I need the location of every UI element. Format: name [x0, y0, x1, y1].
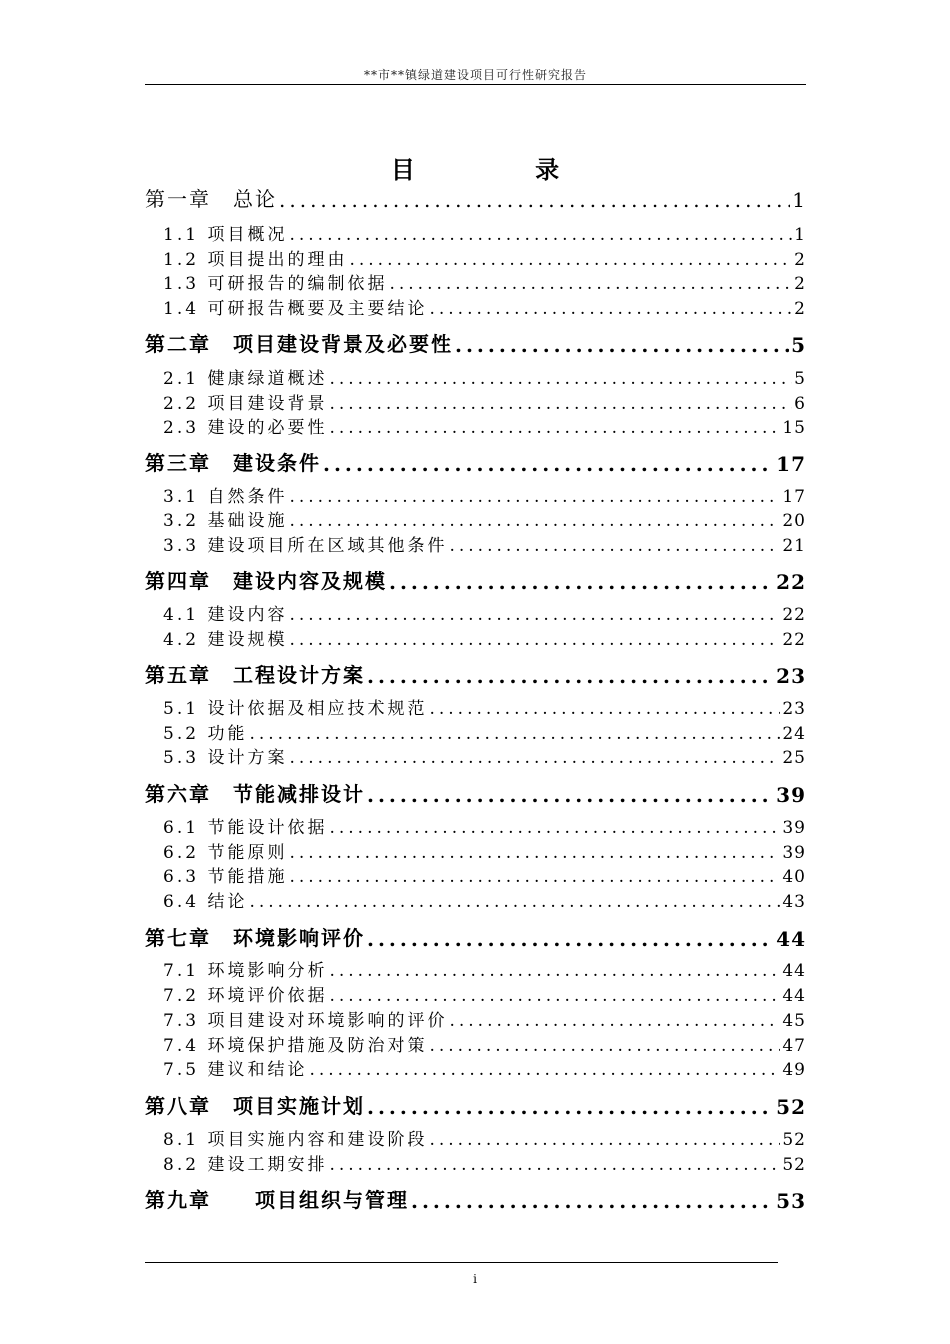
- toc-entry-label: 8.1 项目实施内容和建设阶段: [163, 1130, 428, 1150]
- toc-dot-leader: [449, 536, 780, 556]
- toc-entry-page: 44: [782, 986, 806, 1006]
- toc-section-entry[interactable]: [163, 272, 806, 294]
- toc-section-entry[interactable]: [163, 1058, 806, 1080]
- toc-entry-page: 52: [782, 1130, 806, 1150]
- toc-section-entry[interactable]: [163, 416, 806, 438]
- toc-section-entry[interactable]: [163, 603, 806, 625]
- toc-entry-page: 20: [782, 511, 806, 531]
- toc-dot-leader: [429, 299, 792, 319]
- toc-entry-page: 17: [782, 487, 806, 507]
- toc-entry-label: 6.4 结论: [163, 892, 248, 912]
- toc-entry-page: 5: [794, 369, 806, 389]
- toc-entry-page: 24: [782, 724, 806, 744]
- toc-entry-page: 45: [782, 1011, 806, 1031]
- toc-section-entry[interactable]: [163, 1128, 806, 1150]
- toc-entry-page: 43: [782, 892, 806, 912]
- toc-dot-leader: [329, 418, 780, 438]
- toc-entry-page: 39: [776, 783, 806, 807]
- toc-entry-page: 22: [782, 605, 806, 625]
- toc-section-entry[interactable]: [163, 841, 806, 863]
- toc-entry-label: 4.2 建设规模: [163, 630, 288, 650]
- toc-entry-label: 6.3 节能措施: [163, 867, 288, 887]
- toc-dot-leader: [289, 511, 780, 531]
- toc-section-entry[interactable]: [163, 959, 806, 981]
- toc-chapter-entry[interactable]: [145, 331, 806, 357]
- toc-section-entry[interactable]: [163, 816, 806, 838]
- toc-dot-leader: [329, 394, 792, 414]
- toc-dot-leader: [289, 487, 780, 507]
- toc-entry-label: 5.2 功能: [163, 724, 248, 744]
- toc-section-entry[interactable]: [163, 890, 806, 912]
- toc-dot-leader: [455, 333, 789, 357]
- toc-dot-leader: [279, 188, 790, 212]
- running-header-title: **市**镇绿道建设项目可行性研究报告: [363, 68, 587, 82]
- toc-entry-page: 49: [782, 1060, 806, 1080]
- footer-divider: [145, 1262, 778, 1263]
- toc-entry-page: 6: [794, 394, 806, 414]
- toc-chapter-entry[interactable]: [145, 1187, 806, 1213]
- toc-dot-leader: [323, 452, 774, 476]
- toc-entry-label: 2.3 建设的必要性: [163, 418, 328, 438]
- toc-entry-label: 第七章 环境影响评价: [145, 926, 365, 950]
- toc-entry-page: 39: [782, 843, 806, 863]
- toc-entry-page: 21: [782, 536, 806, 556]
- toc-chapter-entry[interactable]: [145, 186, 806, 212]
- toc-dot-leader: [289, 748, 780, 768]
- toc-dot-leader: [329, 1155, 780, 1175]
- toc-dot-leader: [249, 892, 780, 912]
- toc-entry-page: 1: [794, 225, 806, 245]
- toc-entry-label: 7.1 环境影响分析: [163, 961, 328, 981]
- toc-dot-leader: [367, 1095, 774, 1119]
- toc-chapter-entry[interactable]: [145, 662, 806, 688]
- toc-chapter-entry[interactable]: [145, 1093, 806, 1119]
- toc-entry-label: 5.1 设计依据及相应技术规范: [163, 699, 428, 719]
- toc-entry-label: 7.3 项目建设对环境影响的评价: [163, 1011, 448, 1031]
- toc-entry-page: 5: [791, 333, 806, 357]
- toc-section-entry[interactable]: [163, 392, 806, 414]
- toc-entry-page: 23: [776, 664, 806, 688]
- toc-entry-label: 3.2 基础设施: [163, 511, 288, 531]
- toc-section-entry[interactable]: [163, 534, 806, 556]
- toc-section-entry[interactable]: [163, 367, 806, 389]
- toc-entry-label: 6.2 节能原则: [163, 843, 288, 863]
- toc-entry-page: 39: [782, 818, 806, 838]
- toc-entry-page: 2: [794, 274, 806, 294]
- toc-dot-leader: [329, 818, 780, 838]
- toc-entry-label: 第四章 建设内容及规模: [145, 569, 387, 593]
- toc-entry-label: 8.2 建设工期安排: [163, 1155, 328, 1175]
- toc-entry-label: 2.2 项目建设背景: [163, 394, 328, 414]
- toc-entry-page: 22: [776, 570, 806, 594]
- toc-entry-label: 第一章 总论: [145, 187, 277, 211]
- toc-chapter-entry[interactable]: [145, 781, 806, 807]
- toc-dot-leader: [289, 225, 792, 245]
- toc-entry-page: 52: [776, 1095, 806, 1119]
- toc-entry-label: 第九章 项目组织与管理: [145, 1188, 409, 1212]
- toc-entry-page: 17: [776, 452, 806, 476]
- toc-entry-page: 25: [782, 748, 806, 768]
- toc-section-entry[interactable]: [163, 297, 806, 319]
- toc-dot-leader: [449, 1011, 780, 1031]
- toc-entry-label: 5.3 设计方案: [163, 748, 288, 768]
- toc-section-entry[interactable]: [163, 628, 806, 650]
- toc-section-entry[interactable]: [163, 223, 806, 245]
- toc-entry-label: 3.1 自然条件: [163, 487, 288, 507]
- toc-entry-label: 7.2 环境评价依据: [163, 986, 328, 1006]
- toc-dot-leader: [389, 570, 774, 594]
- toc-section-entry[interactable]: [163, 746, 806, 768]
- toc-entry-label: 3.3 建设项目所在区域其他条件: [163, 536, 448, 556]
- toc-entry-label: 第六章 节能减排设计: [145, 782, 365, 806]
- toc-dot-leader: [329, 369, 792, 389]
- toc-entry-label: 第八章 项目实施计划: [145, 1094, 365, 1118]
- toc-dot-leader: [289, 630, 780, 650]
- toc-entry-label: 第三章 建设条件: [145, 451, 321, 475]
- toc-chapter-entry[interactable]: [145, 925, 806, 951]
- toc-entry-page: 22: [782, 630, 806, 650]
- toc-section-entry[interactable]: [163, 1153, 806, 1175]
- toc-entry-label: 1.2 项目提出的理由: [163, 250, 348, 270]
- toc-dot-leader: [289, 843, 780, 863]
- toc-entry-page: 2: [794, 250, 806, 270]
- toc-section-entry[interactable]: [163, 1034, 806, 1056]
- toc-chapter-entry[interactable]: [145, 450, 806, 476]
- toc-entry-page: 53: [776, 1189, 806, 1213]
- toc-section-entry[interactable]: [163, 1009, 806, 1031]
- toc-dot-leader: [429, 1036, 780, 1056]
- toc-entry-label: 第二章 项目建设背景及必要性: [145, 332, 453, 356]
- toc-dot-leader: [329, 986, 780, 1006]
- toc-dot-leader: [411, 1189, 774, 1213]
- toc-entry-page: 1: [792, 188, 806, 212]
- toc-entry-page: 40: [782, 867, 806, 887]
- toc-section-entry[interactable]: [163, 485, 806, 507]
- toc-heading: 目 录: [390, 155, 616, 184]
- toc-section-entry[interactable]: [163, 984, 806, 1006]
- toc-dot-leader: [249, 724, 780, 744]
- toc-section-entry[interactable]: [163, 697, 806, 719]
- toc-dot-leader: [289, 605, 780, 625]
- toc-entry-label: 4.1 建设内容: [163, 605, 288, 625]
- toc-dot-leader: [429, 1130, 780, 1150]
- toc-dot-leader: [367, 927, 774, 951]
- toc-entry-page: 44: [782, 961, 806, 981]
- toc-entry-label: 6.1 节能设计依据: [163, 818, 328, 838]
- toc-entry-page: 47: [782, 1036, 806, 1056]
- toc-entry-page: 2: [794, 299, 806, 319]
- toc-entry-label: 2.1 健康绿道概述: [163, 369, 328, 389]
- toc-dot-leader: [309, 1060, 780, 1080]
- toc-entry-page: 23: [782, 699, 806, 719]
- toc-dot-leader: [349, 250, 792, 270]
- toc-entry-page: 15: [782, 418, 806, 438]
- toc-entry-label: 1.3 可研报告的编制依据: [163, 274, 388, 294]
- footer-page-number: i: [473, 1272, 477, 1286]
- toc-entry-label: 第五章 工程设计方案: [145, 663, 365, 687]
- toc-dot-leader: [367, 783, 774, 807]
- toc-dot-leader: [289, 867, 780, 887]
- toc-section-entry[interactable]: [163, 722, 806, 744]
- toc-dot-leader: [389, 274, 792, 294]
- toc-chapter-entry[interactable]: [145, 568, 806, 594]
- table-of-contents: [145, 0, 806, 1260]
- toc-entry-label: 1.4 可研报告概要及主要结论: [163, 299, 428, 319]
- toc-entry-label: 1.1 项目概况: [163, 225, 288, 245]
- toc-entry-label: 7.5 建议和结论: [163, 1060, 308, 1080]
- toc-dot-leader: [367, 664, 774, 688]
- toc-section-entry[interactable]: [163, 509, 806, 531]
- toc-entry-page: 52: [782, 1155, 806, 1175]
- toc-dot-leader: [429, 699, 780, 719]
- toc-section-entry[interactable]: [163, 248, 806, 270]
- toc-section-entry[interactable]: [163, 865, 806, 887]
- toc-entry-page: 44: [776, 927, 806, 951]
- toc-dot-leader: [329, 961, 780, 981]
- toc-entry-label: 7.4 环境保护措施及防治对策: [163, 1036, 428, 1056]
